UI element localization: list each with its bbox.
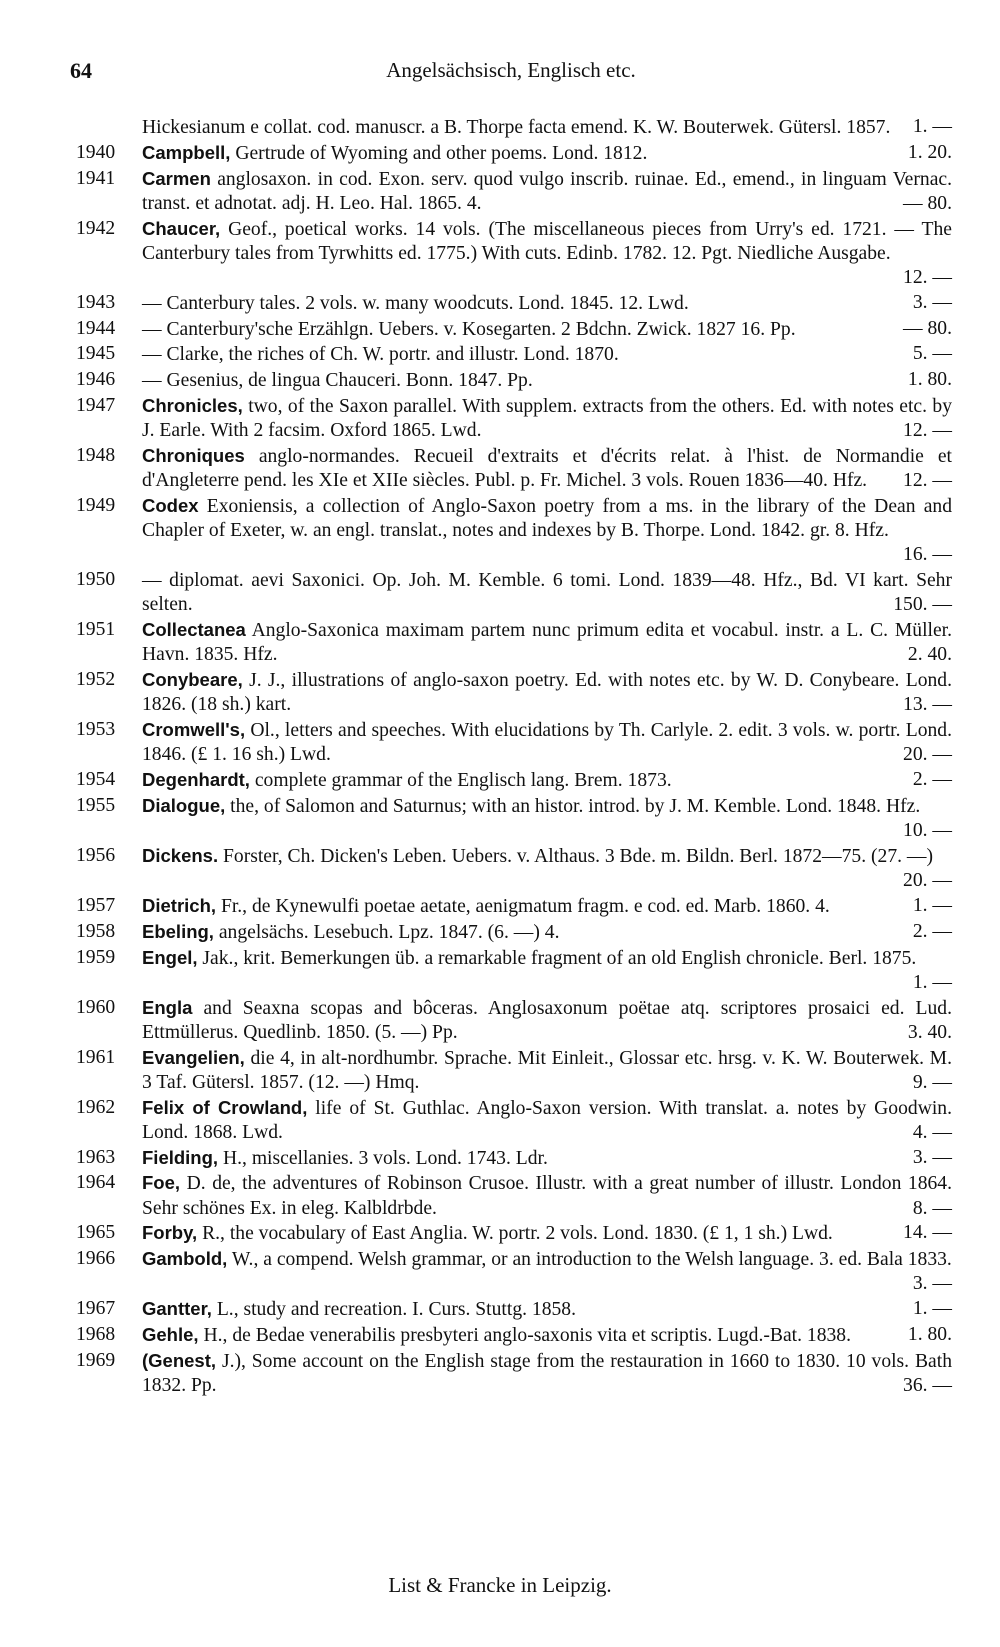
entry-price: 20. — (903, 870, 952, 892)
entry-heading: Gehle, (142, 1323, 199, 1345)
entry-heading: Dickens. (142, 844, 219, 866)
entry-price: 1. — (912, 1298, 952, 1320)
entry-number: 1959 (76, 946, 116, 968)
entry-description (142, 1297, 952, 1322)
entry-heading: Evangelien, (142, 1046, 245, 1068)
catalog-entry (68, 1146, 952, 1171)
entry-description (142, 996, 952, 1045)
entry-price: 2. 40. (907, 644, 952, 666)
entry-number: 1951 (76, 619, 116, 641)
entry-number: 1954 (76, 769, 116, 791)
entry-description (142, 844, 952, 893)
entry-text: the, of Salomon and Saturnus; with an histor. introd. by J. M. Kemble. Lond. 1848. Hfz. (230, 795, 921, 817)
entry-number: 1956 (76, 844, 116, 866)
entry-description (142, 1349, 952, 1398)
entry-heading: Conybeare, (142, 669, 243, 691)
catalog-entry (68, 718, 952, 767)
entry-text: J.), Some account on the English stage from the restauration in 1660 to 1830. 10 vols. Bath 1832. Pp. (142, 1350, 952, 1396)
entry-text: Hickesianum e collat. cod. manuscr. a B. Thorpe facta emend. K. W. Bouterwek. Gütersl. 1857. (142, 117, 891, 138)
entry-text: H., de Bedae venerabilis presbyteri anglo-saxonis vita et scriptis. Lugd.-Bat. 1838. (203, 1324, 851, 1346)
entry-price: 3. — (912, 1146, 952, 1168)
entry-description (142, 1247, 952, 1296)
entry-description (142, 217, 952, 291)
entry-heading: (Genest, (142, 1349, 217, 1371)
entry-number: 1944 (76, 317, 116, 339)
entry-price: 4. — (912, 1121, 952, 1143)
entry-heading: Engel, (142, 946, 198, 968)
entry-description (142, 768, 952, 793)
entry-text: — Canterbury'sche Erzählgn. Uebers. v. Kosegarten. 2 Bdchn. Zwick. 1827 16. Pp. (142, 318, 796, 340)
entry-description (142, 920, 952, 945)
entry-description (142, 115, 952, 140)
catalog-entry (68, 1323, 952, 1348)
catalog-entry (68, 494, 952, 568)
entry-heading: Forby, (142, 1222, 198, 1244)
entry-description (142, 342, 952, 367)
entry-price: 1. 20. (907, 141, 952, 163)
entry-price: 1. — (912, 971, 952, 993)
entry-text: W., a compend. Welsh grammar, or an introduction to the Welsh language. 3. ed. Bala 1833. (231, 1249, 952, 1271)
entry-price: 10. — (903, 820, 952, 842)
entry-number: 1943 (76, 291, 116, 313)
entry-price: 3. — (912, 1273, 952, 1295)
catalog-entry (68, 946, 952, 995)
entry-price: 1. 80. (907, 1323, 952, 1345)
catalog-entry (68, 1221, 952, 1246)
catalog-entry (68, 568, 952, 617)
entry-description (142, 368, 952, 393)
entry-heading: Collectanea (142, 619, 246, 641)
entry-text: J. J., illustrations of anglo-saxon poetry. Ed. with notes etc. by W. D. Conybeare. Lond. 1826. (18 sh.) kart. (142, 670, 952, 716)
catalog-entry (68, 217, 952, 291)
entry-price: 3. 40. (907, 1021, 952, 1043)
publisher-footer: List & Francke in Leipzig. (388, 1573, 612, 1597)
entry-description (142, 167, 952, 216)
catalog-entry (68, 1297, 952, 1322)
entry-price: 36. — (903, 1374, 952, 1396)
entry-heading: Foe, (142, 1172, 181, 1194)
entry-price: 13. — (903, 694, 952, 716)
entry-description (142, 568, 952, 617)
entry-description (142, 894, 952, 919)
entry-description (142, 1146, 952, 1171)
entry-number: 1949 (76, 494, 116, 516)
entry-number: 1965 (76, 1222, 116, 1244)
entry-text: anglo-normandes. Recueil d'extraits et d'écrits relat. à l'hist. de Normandie et d'Angleterre pend. les XIe et XIIe siècles. Publ. p. Fr. Michel. 3 vols. Rouen 1836—40. Hfz. (142, 445, 953, 492)
entry-text: and Seaxna scopas and bôceras. Anglosaxonum poëtae atq. scriptores prosaici ed. Lud. Ettmüllerus. Quedlinb. 1850. (5. —) Pp. (142, 997, 952, 1043)
catalog-entry (68, 844, 952, 893)
entry-text: life of St. Guthlac. Anglo-Saxon version. With translat. a. notes by Goodwin. Lond. 1868. Lwd. (142, 1097, 952, 1143)
catalog-entry (68, 444, 952, 493)
entry-heading: Dialogue, (142, 794, 226, 816)
entry-price: — 80. (903, 192, 952, 214)
entry-text: complete grammar of the Englisch lang. Brem. 1873. (254, 770, 672, 792)
catalog-entry (68, 1247, 952, 1296)
entry-heading: Degenhardt, (142, 769, 250, 791)
entry-price: 12. — (903, 267, 952, 288)
entry-text: Forster, Ch. Dicken's Leben. Uebers. v. Althaus. 3 Bde. m. Bildn. Berl. 1872—75. (27. —) (223, 845, 934, 867)
catalog-entries (68, 115, 952, 1399)
entry-heading: Chronicles, (142, 394, 243, 416)
entry-number: 1946 (76, 369, 116, 391)
catalog-entry (68, 1046, 952, 1095)
catalog-entry (68, 920, 952, 945)
entry-text: R., the vocabulary of East Anglia. W. portr. 2 vols. Lond. 1830. (£ 1, 1 sh.) Lwd. (202, 1223, 833, 1245)
entry-number: 1945 (76, 343, 116, 365)
entry-price: 1. — (912, 894, 952, 916)
entry-heading: Dietrich, (142, 894, 217, 916)
entry-heading: Engla (142, 996, 193, 1018)
entry-number: 1960 (76, 996, 116, 1018)
entry-text: angelsächs. Lesebuch. Lpz. 1847. (6. —) 4. (218, 921, 560, 943)
entry-heading: Gantter, (142, 1298, 212, 1320)
catalog-entry (68, 141, 952, 166)
entry-text: L., study and recreation. I. Curs. Stuttg. 1858. (216, 1299, 576, 1321)
entry-number: 1953 (76, 719, 116, 741)
entry-description (142, 494, 952, 568)
entry-number: 1961 (76, 1046, 116, 1068)
catalog-entry (68, 794, 952, 843)
entry-text: die 4, in alt-nordhumbr. Sprache. Mit Einleit., Glossar etc. hrsg. v. K. W. Bouterwek. M. 3 Taf. Gütersl. 1857. (12. —) Hmq. (142, 1047, 952, 1093)
entry-price: 1. 80. (907, 369, 952, 391)
entry-heading: Codex (142, 494, 199, 516)
catalog-entry (68, 342, 952, 367)
entry-number: 1962 (76, 1096, 116, 1118)
entry-number: 1958 (76, 920, 116, 942)
entry-description (142, 946, 952, 995)
catalog-entry (68, 996, 952, 1045)
catalog-entry (68, 115, 952, 140)
entry-text: H., miscellanies. 3 vols. Lond. 1743. Ldr. (222, 1147, 548, 1169)
entry-description (142, 444, 952, 493)
entry-description (142, 1221, 952, 1246)
entry-price: 20. — (903, 744, 952, 766)
entry-heading: Carmen (142, 167, 211, 189)
entry-description (142, 718, 952, 767)
entry-text: — Canterbury tales. 2 vols. w. many woodcuts. Lond. 1845. 12. Lwd. (142, 292, 689, 314)
entry-text: Exoniensis, a collection of Anglo-Saxon poetry from a ms. in the library of the Dean and Chapler of Exeter, w. an engl. translat., notes and indexes by B. Thorpe. Lond. 1842. gr. 8. Hfz. (142, 495, 952, 542)
catalog-entry (68, 894, 952, 919)
entry-text: — diplomat. aevi Saxonici. Op. Joh. M. Kemble. 6 tomi. Lond. 1839—48. Hfz., Bd. VI kart. Sehr selten. (142, 570, 952, 616)
entry-number: 1950 (76, 569, 116, 591)
entry-number: 1964 (76, 1172, 116, 1194)
entry-description (142, 1171, 952, 1220)
catalog-entry (68, 1171, 952, 1220)
running-head: Angelsächsisch, Englisch etc. (386, 58, 636, 82)
entry-description (142, 618, 952, 667)
page-header (70, 58, 952, 88)
page-number: 64 (70, 58, 92, 83)
entry-heading: Chroniques (142, 444, 245, 466)
entry-price: 150. — (893, 594, 952, 616)
entry-text: D. de, the adventures of Robinson Crusoe. Illustr. with a great number of illustr. London 1864. Sehr schönes Ex. in eleg. Kalbldrbde. (142, 1173, 953, 1219)
entry-heading: Campbell, (142, 141, 231, 163)
entry-heading: Ebeling, (142, 920, 214, 942)
entry-text: Anglo-Saxonica maximam partem nunc primum edita et vocabul. instr. a L. C. Müller. Havn. 1835. Hfz. (142, 620, 952, 666)
entry-price: — 80. (903, 317, 952, 339)
entry-price: 16. — (903, 544, 952, 566)
catalog-entry (68, 768, 952, 793)
entry-description (142, 317, 952, 342)
entry-description (142, 1323, 952, 1348)
entry-number: 1948 (76, 444, 116, 466)
entry-price: 2. — (912, 769, 952, 791)
entry-price: 8. — (912, 1197, 952, 1219)
catalog-entry (68, 368, 952, 393)
entry-number: 1955 (76, 794, 116, 816)
entry-heading: Fielding, (142, 1146, 219, 1168)
entry-description (142, 668, 952, 717)
entry-number: 1957 (76, 894, 116, 916)
entry-number: 1966 (76, 1248, 116, 1270)
entry-number: 1940 (76, 141, 116, 163)
entry-text: Ol., letters and speeches. With elucidations by Th. Carlyle. 2. edit. 3 vols. w. portr. Lond. 1846. (£ 1. 16 sh.) Lwd. (142, 720, 952, 766)
entry-number: 1947 (76, 394, 116, 416)
entry-price: 12. — (903, 470, 952, 492)
catalog-entry (68, 668, 952, 717)
entry-number: 1941 (76, 167, 116, 189)
entry-price: 5. — (912, 343, 952, 365)
entry-description (142, 1096, 952, 1145)
entry-heading: Cromwell's, (142, 719, 246, 741)
entry-number: 1942 (76, 217, 116, 239)
entry-text: Geof., poetical works. 14 vols. (The miscellaneous pieces from Urry's ed. 1721. — The Canterbury tales from Tyrwhitts ed. 1775.) With cuts. Edinb. 1782. 12. Pgt. Niedliche Ausgabe. (142, 218, 953, 264)
entry-text: Gertrude of Wyoming and other poems. Lond. 1812. (235, 142, 648, 164)
entry-price: 14. — (903, 1222, 952, 1244)
entry-price: 12. — (903, 420, 952, 442)
entry-number: 1969 (76, 1349, 116, 1371)
entry-text: anglosaxon. in cod. Exon. serv. quod vulgo inscrib. ruinae. Ed., emend., in linguam Vernac. transt. et adnotat. adj. H. Leo. Hal. 1865. 4. (142, 168, 952, 214)
entry-number: 1968 (76, 1323, 116, 1345)
catalog-entry (68, 394, 952, 443)
entry-number: 1963 (76, 1146, 116, 1168)
catalog-entry (68, 1096, 952, 1145)
entry-heading: Gambold, (142, 1248, 228, 1270)
entry-description (142, 291, 952, 316)
catalog-entry (68, 317, 952, 342)
entry-text: two, of the Saxon parallel. With supplem. extracts from the others. Ed. with notes etc. by J. Earle. With 2 facsim. Oxford 1865. Lwd. (142, 395, 953, 442)
entry-description (142, 1046, 952, 1095)
entry-description (142, 394, 952, 443)
entry-price: 9. — (912, 1071, 952, 1093)
catalog-entry (68, 167, 952, 216)
entry-price: 3. — (912, 291, 952, 313)
entry-description (142, 141, 952, 166)
entry-text: Fr., de Kynewulfi poetae aetate, aenigmatum fragm. e cod. ed. Marb. 1860. 4. (220, 895, 830, 917)
catalog-entry (68, 291, 952, 316)
entry-number: 1967 (76, 1298, 116, 1320)
catalog-entry (68, 618, 952, 667)
entry-price: 2. — (912, 920, 952, 942)
entry-number: 1952 (76, 669, 116, 691)
catalog-entry (68, 1349, 952, 1398)
entry-text: — Gesenius, de lingua Chauceri. Bonn. 1847. Pp. (142, 370, 533, 392)
entry-heading: Chaucer, (142, 217, 221, 239)
entry-heading: Felix of Crowland, (142, 1096, 308, 1118)
entry-description (142, 794, 952, 843)
entry-text: — Clarke, the riches of Ch. W. portr. and illustr. Lond. 1870. (142, 344, 619, 366)
entry-price: 1. — (912, 116, 952, 137)
entry-text: Jak., krit. Bemerkungen üb. a remarkable fragment of an old English chronicle. Berl. 1875. (202, 947, 917, 969)
